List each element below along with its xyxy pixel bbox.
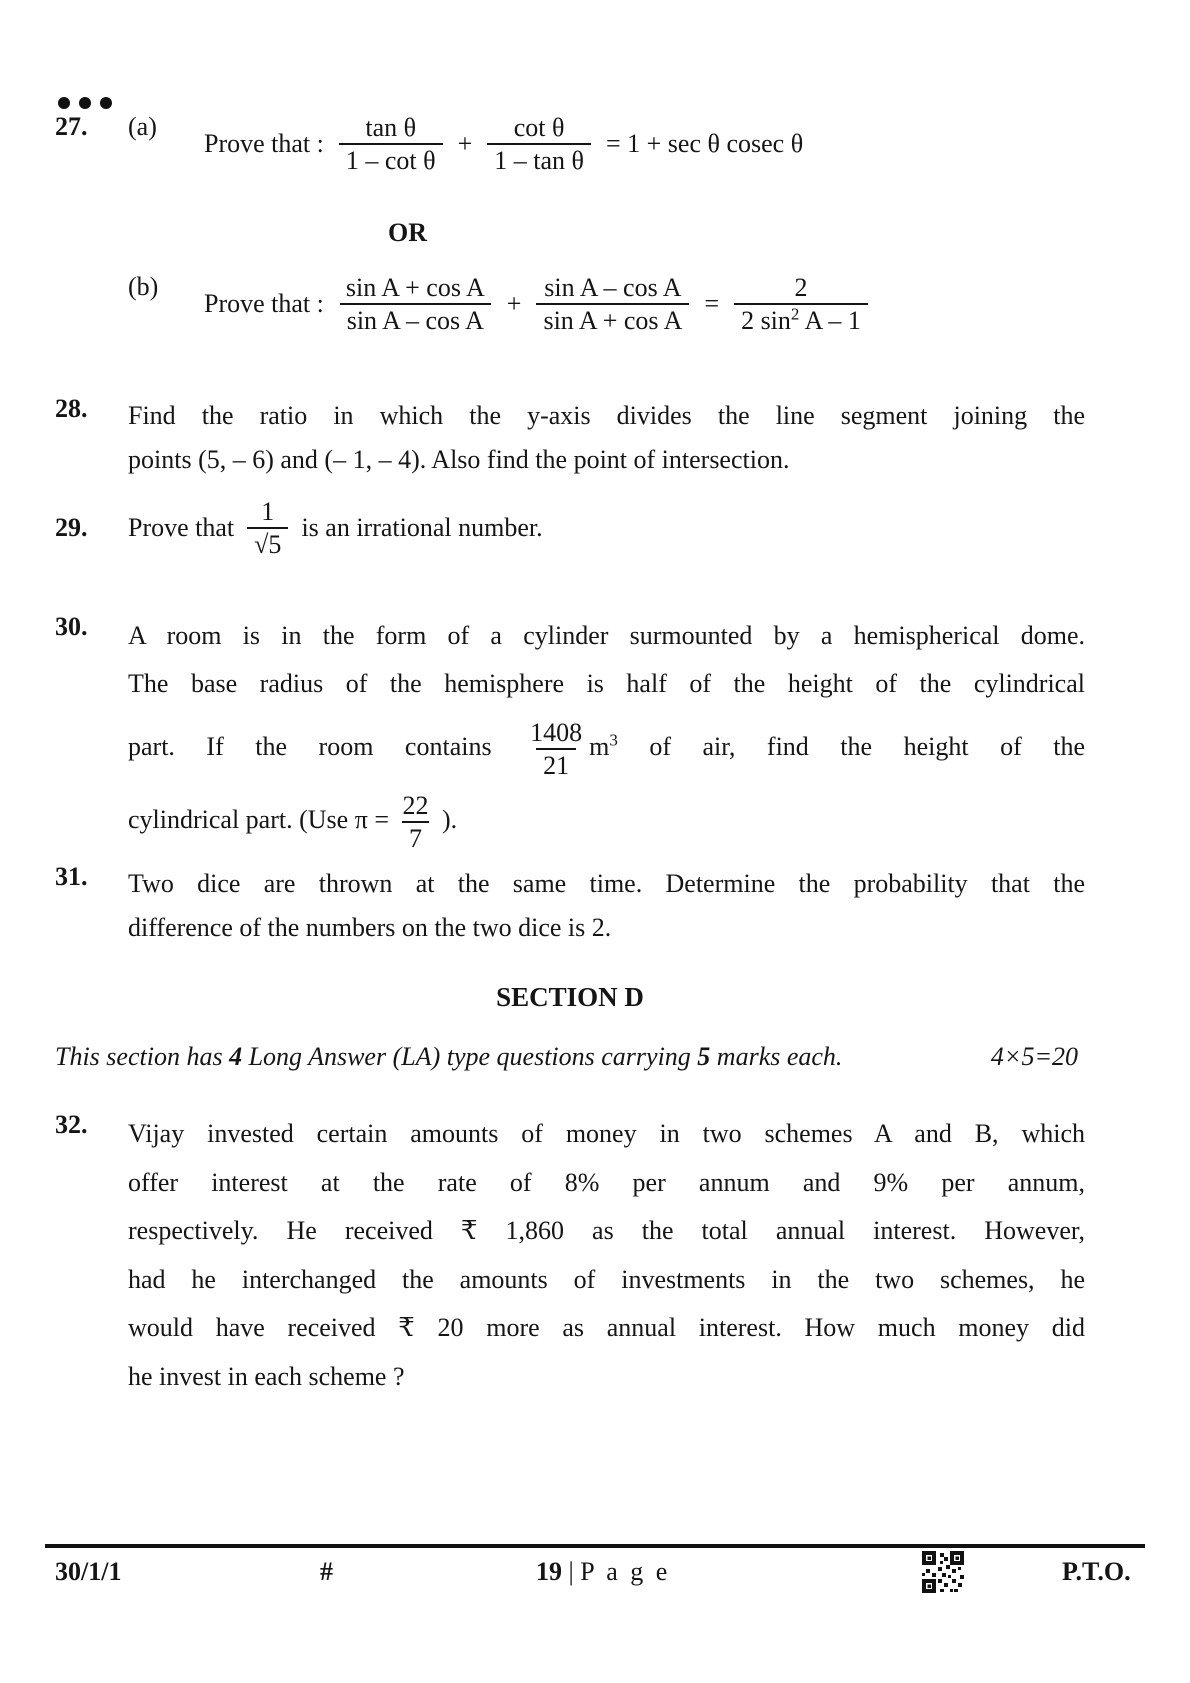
fraction-denominator: 21 xyxy=(536,748,576,781)
question-body xyxy=(128,394,1085,482)
hash-mark: # xyxy=(320,1557,333,1586)
paper-code: 30/1/1 xyxy=(55,1557,122,1586)
desc-bold-marks: 5 xyxy=(697,1042,711,1071)
fraction-denominator xyxy=(734,303,868,336)
marks-scheme: 4×5=20 xyxy=(990,1042,1078,1071)
fraction xyxy=(487,112,591,176)
den-rest: A – 1 xyxy=(799,306,861,335)
question-part-label: (b) xyxy=(128,272,159,301)
fraction-numerator: sin A + cos A xyxy=(345,273,485,302)
question-line: Two dice are thrown at the same time. Determine the probability that the xyxy=(128,869,1085,898)
dot-icon xyxy=(79,97,91,109)
fraction-denominator: 7 xyxy=(402,821,429,854)
question-number: 28. xyxy=(55,394,88,423)
qr-code-icon xyxy=(922,1551,964,1593)
or-separator: OR xyxy=(388,218,427,247)
question-line: Find the ratio in which the y-axis divides the line segment joining the xyxy=(128,401,1085,430)
formula-27b xyxy=(204,272,868,336)
unit xyxy=(589,732,618,761)
section-description-text xyxy=(55,1042,842,1072)
fraction xyxy=(339,272,492,336)
desc-text: This section has xyxy=(55,1042,230,1071)
dot-icon xyxy=(100,97,112,109)
question-line: offer interest at the rate of 8% per annum and 9% per annum, xyxy=(128,1167,1085,1197)
question-body xyxy=(128,1110,1085,1402)
question-text: Prove that xyxy=(128,513,235,542)
page-number: 19 xyxy=(536,1557,562,1586)
page-word: P a g e xyxy=(580,1557,671,1586)
fraction-numerator: sin A – cos A xyxy=(544,273,682,302)
question-line-with-fraction xyxy=(128,717,1085,781)
formula-lead: Prove that : xyxy=(204,289,324,318)
question-line: Vijay invested certain amounts of money in two schemes A and B, which xyxy=(128,1119,1085,1148)
question-text: cylindrical part. (Use π = xyxy=(128,804,389,834)
question-text: part. If the room contains xyxy=(128,731,492,761)
question-line-with-fraction xyxy=(128,790,1085,854)
question-line: had he interchanged the amounts of investments in the two schemes, he xyxy=(128,1264,1085,1294)
footer-rule xyxy=(45,1544,1145,1548)
question-body xyxy=(128,612,1085,854)
fraction-numerator: 22 xyxy=(402,791,429,820)
pto-label: P.T.O. xyxy=(1062,1557,1131,1586)
question-text: of air, find the height of the xyxy=(649,731,1086,761)
fraction-numerator: cot θ xyxy=(513,113,565,142)
question-number: 30. xyxy=(55,612,88,641)
fraction xyxy=(247,496,288,560)
question-number: 29. xyxy=(55,513,88,542)
section-description xyxy=(55,1042,1078,1072)
fraction-denominator: 1 – tan θ xyxy=(487,143,591,176)
question-27b xyxy=(55,272,1085,336)
formula-rhs: = 1 + sec θ cosec θ xyxy=(605,129,804,158)
fraction-numerator: 1408 xyxy=(530,718,583,747)
question-part-label: (a) xyxy=(128,112,157,141)
exponent: 2 xyxy=(790,304,800,324)
desc-text: marks each. xyxy=(710,1042,843,1071)
fraction xyxy=(395,790,435,854)
question-line: difference of the numbers on the two dice is 2. xyxy=(128,913,612,942)
question-line: The base radius of the hemisphere is half of the height of the cylindrical xyxy=(128,669,1085,698)
page-indicator xyxy=(536,1554,670,1590)
three-dots-icon xyxy=(58,97,112,109)
section-heading: SECTION D xyxy=(496,982,644,1012)
plus-sign: + xyxy=(457,129,473,158)
plus-sign: + xyxy=(506,289,522,318)
question-27a xyxy=(55,112,1085,176)
question-line: respectively. He received ₹ 1,860 as the total annual interest. However, xyxy=(128,1216,1085,1246)
question-number: 31. xyxy=(55,862,88,891)
question-line: points (5, – 6) and (– 1, – 4). Also find the point of intersection. xyxy=(128,445,790,474)
fraction-numerator: tan θ xyxy=(365,113,417,142)
den-base: 2 sin xyxy=(741,306,791,335)
fraction xyxy=(339,112,443,176)
fraction xyxy=(734,272,868,336)
question-body xyxy=(128,496,543,560)
question-line: he invest in each scheme ? xyxy=(128,1361,405,1391)
question-line: A room is in the form of a cylinder surmounted by a hemispherical dome. xyxy=(128,621,1085,650)
fraction-denominator: √5 xyxy=(247,527,288,560)
question-30 xyxy=(55,612,1085,854)
question-line: would have received ₹ 20 more as annual interest. How much money did xyxy=(128,1313,1085,1343)
question-number: 32. xyxy=(55,1110,88,1139)
unit-exponent: 3 xyxy=(609,730,618,750)
desc-text: Long Answer (LA) type questions carrying xyxy=(242,1042,698,1071)
fraction xyxy=(536,272,689,336)
question-text: is an irrational number. xyxy=(301,513,543,542)
fraction-numerator: 1 xyxy=(261,497,275,526)
question-28 xyxy=(55,394,1085,482)
formula-lead: Prove that : xyxy=(204,129,324,158)
question-body xyxy=(128,862,1085,950)
page-separator: | xyxy=(568,1557,574,1586)
fraction-denominator: 1 – cot θ xyxy=(339,143,443,176)
question-number: 27. xyxy=(55,112,88,141)
question-32 xyxy=(55,1110,1085,1402)
question-number-spacer xyxy=(55,272,128,336)
equals-sign: = xyxy=(704,289,720,318)
fraction-numerator: 2 xyxy=(794,273,808,302)
formula-27a xyxy=(204,112,803,176)
question-text: ). xyxy=(441,804,458,834)
desc-bold-count: 4 xyxy=(229,1042,243,1071)
dot-icon xyxy=(58,97,70,109)
fraction-denominator: sin A – cos A xyxy=(340,303,491,336)
fraction-denominator: sin A + cos A xyxy=(536,303,689,336)
unit-base: m xyxy=(589,731,610,761)
question-29 xyxy=(55,496,1085,560)
fraction xyxy=(523,717,589,781)
question-31 xyxy=(55,862,1085,950)
